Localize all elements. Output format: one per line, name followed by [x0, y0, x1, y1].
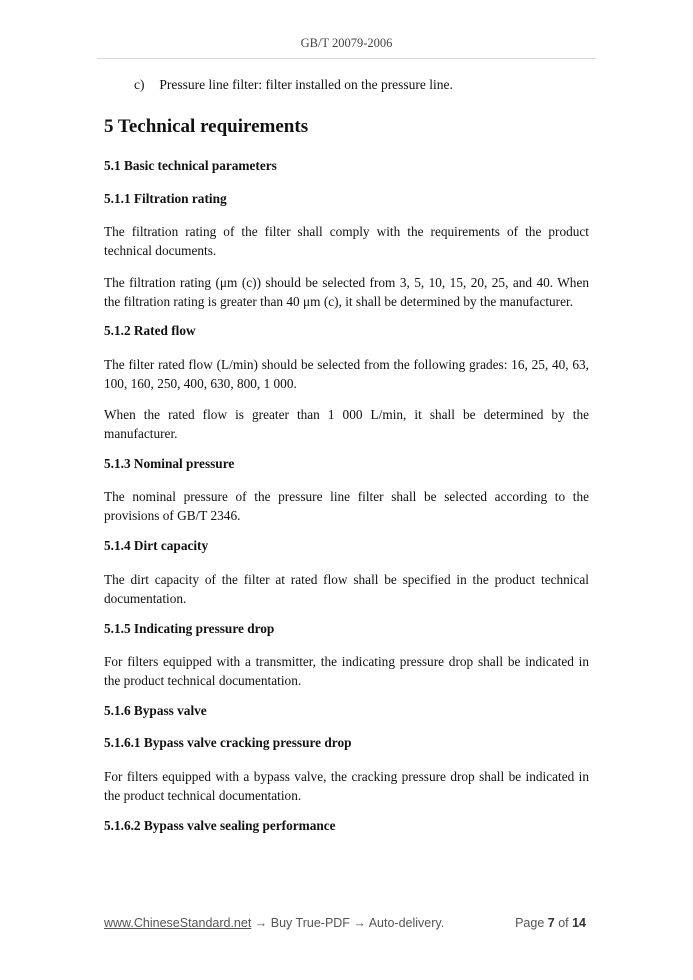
page-number: 7 — [547, 916, 555, 930]
header-divider — [97, 58, 596, 59]
heading-5-1-5: 5.1.5 Indicating pressure drop — [104, 621, 275, 636]
page-indicator — [515, 916, 586, 930]
heading-5-1-2: 5.1.2 Rated flow — [104, 323, 196, 338]
heading-5-1-6-2: 5.1.6.2 Bypass valve sealing performance — [104, 818, 336, 833]
list-item-c — [134, 77, 453, 93]
page-word: Page — [515, 916, 548, 930]
footer-promo-text: → Buy True-PDF → Auto-delivery. — [251, 916, 445, 930]
paragraph-5-1-3: The nominal pressure of the pressure line filter shall be selected according to the provisions of GB/T 2346. — [104, 489, 589, 523]
paragraph-5-1-1-a: The filtration rating of the filter shall comply with the requirements of the product technical documents. — [104, 224, 589, 258]
heading-5-1-4: 5.1.4 Dirt capacity — [104, 538, 209, 553]
paragraph-5-1-6-1: For filters equipped with a bypass valve, the cracking pressure drop shall be indicated in the product technical documentation. — [104, 769, 589, 803]
section-title: 5 Technical requirements — [104, 116, 309, 137]
paragraph-5-1-2-b: When the rated flow is greater than 1 000 L/min, it shall be determined by the manufacturer. — [104, 407, 589, 441]
heading-5-1: 5.1 Basic technical parameters — [104, 158, 277, 173]
list-item-text: Pressure line filter: filter installed on the pressure line. — [159, 77, 453, 92]
footer-promo — [104, 916, 444, 930]
page-total: 14 — [572, 916, 586, 930]
of-word: of — [554, 916, 573, 930]
footer-site-link[interactable]: www.ChineseStandard.net — [104, 916, 252, 930]
running-header: GB/T 20079-2006 — [300, 36, 393, 50]
paragraph-5-1-2-a: The filter rated flow (L/min) should be selected from the following grades: 16, 25, 40, 63, 100, 160, 250, 400, 630, 800, 1 000. — [104, 357, 589, 391]
paragraph-5-1-5: For filters equipped with a transmitter, the indicating pressure drop shall be indicated in the product technical documentation. — [104, 654, 589, 688]
heading-5-1-6: 5.1.6 Bypass valve — [104, 703, 207, 718]
paragraph-5-1-4: The dirt capacity of the filter at rated flow shall be specified in the product technical documentation. — [104, 572, 589, 606]
paragraph-5-1-1-b: The filtration rating (μm (c)) should be selected from 3, 5, 10, 15, 20, 25, and 40. When the filtration rating is greater than 40 μm (c), it shall be determined by the manufacturer. — [104, 275, 589, 309]
heading-5-1-6-1: 5.1.6.1 Bypass valve cracking pressure drop — [104, 735, 352, 750]
list-item-label: c) — [134, 77, 145, 92]
heading-5-1-3: 5.1.3 Nominal pressure — [104, 456, 235, 471]
heading-5-1-1: 5.1.1 Filtration rating — [104, 191, 227, 206]
